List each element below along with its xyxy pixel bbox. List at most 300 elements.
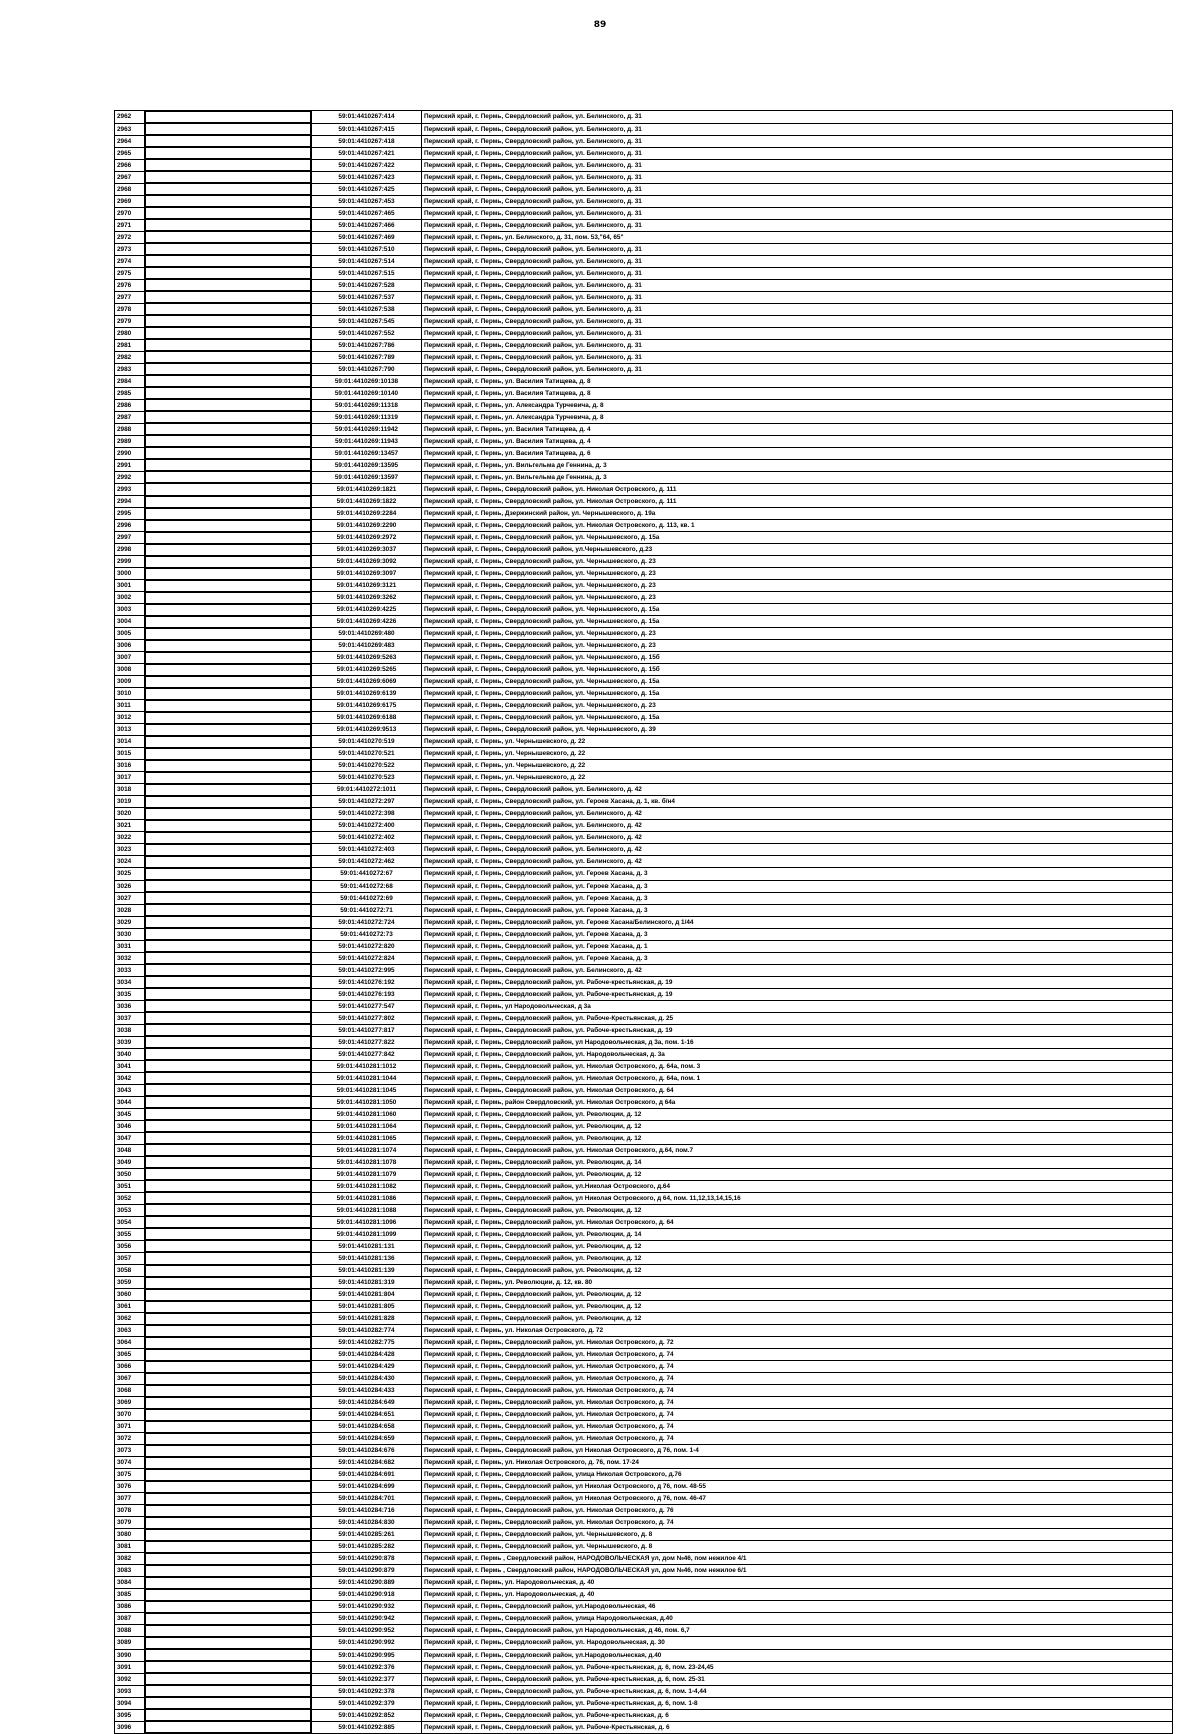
cadastral-number-cell: 59:01:4410272:67 <box>312 868 422 880</box>
empty-cell <box>145 1349 311 1361</box>
address-cell: Пермский край, г. Пермь, Свердловский район, ул. Чернышевского, д. 15б <box>422 652 1173 664</box>
address-cell: Пермский край, г. Пермь, Свердловский район, ул. Николая Островского, д. 74 <box>422 1397 1173 1409</box>
row-number-cell: 3060 <box>115 1289 145 1301</box>
address-cell: Пермский край, г. Пермь, Свердловский район, ул. Николая Островского, д. 74 <box>422 1517 1173 1529</box>
cadastral-number-cell: 59:01:4410281:1064 <box>312 1120 422 1132</box>
empty-cell <box>145 1060 311 1072</box>
cadastral-number-cell: 59:01:4410269:10140 <box>312 387 422 399</box>
cadastral-number-cell: 59:01:4410292:852 <box>312 1709 422 1721</box>
table-row <box>115 604 1173 616</box>
table-row <box>115 459 1173 471</box>
address-cell: Пермский край, г. Пермь, Дзержинский район, ул. Чернышевского, д. 19а <box>422 508 1173 520</box>
table-row <box>115 231 1173 243</box>
empty-cell <box>145 1204 311 1216</box>
address-cell: Пермский край, г. Пермь, ул. Белинского, д. 31, пом. 53,"64, 65" <box>422 231 1173 243</box>
cadastral-number-cell: 59:01:4410272:297 <box>312 796 422 808</box>
row-number-cell: 2990 <box>115 447 145 459</box>
address-cell: Пермский край, г. Пермь, ул. Василия Татищева, д. 4 <box>422 423 1173 435</box>
empty-cell <box>145 1493 311 1505</box>
cadastral-number-cell: 59:01:4410267:422 <box>312 159 422 171</box>
empty-cell <box>145 712 311 724</box>
empty-cell <box>145 1120 311 1132</box>
empty-cell <box>145 471 311 483</box>
address-cell: Пермский край, г. Пермь, Свердловский район, ул. Чернышевского, д. 39 <box>422 724 1173 736</box>
address-cell: Пермский край, г. Пермь, ул. Василия Татищева, д. 4 <box>422 435 1173 447</box>
address-cell: Пермский край, г. Пермь, Свердловский район, ул. Чернышевского, д. 23 <box>422 556 1173 568</box>
row-number-cell: 2975 <box>115 267 145 279</box>
cadastral-number-cell: 59:01:4410272:462 <box>312 856 422 868</box>
empty-cell <box>145 207 311 219</box>
table-row <box>115 111 1173 124</box>
table-row <box>115 820 1173 832</box>
empty-cell <box>145 532 311 544</box>
cadastral-number-cell: 59:01:4410284:429 <box>312 1361 422 1373</box>
cadastral-number-cell: 59:01:4410269:3262 <box>312 592 422 604</box>
address-cell: Пермский край, г. Пермь, район Свердловский, ул. Николая Островского, д 64а <box>422 1096 1173 1108</box>
table-body <box>115 111 1173 1734</box>
cadastral-number-cell: 59:01:4410272:68 <box>312 880 422 892</box>
cadastral-number-cell: 59:01:4410267:466 <box>312 219 422 231</box>
empty-cell <box>145 1457 311 1469</box>
row-number-cell: 3010 <box>115 688 145 700</box>
cadastral-number-cell: 59:01:4410269:11319 <box>312 411 422 423</box>
table-row <box>115 544 1173 556</box>
empty-cell <box>145 171 311 183</box>
cadastral-number-cell: 59:01:4410272:73 <box>312 928 422 940</box>
empty-cell <box>145 604 311 616</box>
table-row <box>115 315 1173 327</box>
table-row <box>115 844 1173 856</box>
empty-cell <box>145 808 311 820</box>
cadastral-number-cell: 59:01:4410269:5265 <box>312 664 422 676</box>
address-cell: Пермский край, г. Пермь, Свердловский район, ул. Чернышевского, д. 23 <box>422 700 1173 712</box>
empty-cell <box>145 1373 311 1385</box>
table-row <box>115 399 1173 411</box>
address-cell: Пермский край, г. Пермь, Свердловский район, ул. Рабоче-крестьянская, д. 6, пом. 1-4,44 <box>422 1685 1173 1697</box>
cadastral-number-cell: 59:01:4410272:1011 <box>312 784 422 796</box>
table-row <box>115 988 1173 1000</box>
row-number-cell: 2965 <box>115 147 145 159</box>
address-cell: Пермский край, г. Пермь, Свердловский район, ул. Николая Островского, д. 74 <box>422 1385 1173 1397</box>
address-cell: Пермский край, г. Пермь, ул. Чернышевского, д. 22 <box>422 736 1173 748</box>
address-cell: Пермский край, г. Пермь, Свердловский район, ул. Чернышевского, д. 23 <box>422 640 1173 652</box>
address-cell: Пермский край, г. Пермь, ул. Революции, д. 12, кв. 80 <box>422 1277 1173 1289</box>
table-row <box>115 1685 1173 1697</box>
address-cell: Пермский край, г. Пермь, Свердловский район, ул. Николая Островского, д. 111 <box>422 496 1173 508</box>
table-row <box>115 1024 1173 1036</box>
row-number-cell: 2983 <box>115 363 145 375</box>
row-number-cell: 3036 <box>115 1000 145 1012</box>
empty-cell <box>145 544 311 556</box>
table-row <box>115 1457 1173 1469</box>
row-number-cell: 2972 <box>115 231 145 243</box>
row-number-cell: 2966 <box>115 159 145 171</box>
table-row <box>115 1216 1173 1228</box>
table-row <box>115 868 1173 880</box>
cadastral-number-cell: 59:01:4410269:11942 <box>312 423 422 435</box>
cadastral-number-cell: 59:01:4410269:3097 <box>312 568 422 580</box>
row-number-cell: 3043 <box>115 1084 145 1096</box>
address-cell: Пермский край, г. Пермь, Свердловский район, ул. Николая Островского, д. 64 <box>422 1084 1173 1096</box>
empty-cell <box>145 568 311 580</box>
address-cell: Пермский край, г. Пермь, Свердловский район, ул. Чернышевского, д. 23 <box>422 580 1173 592</box>
table-row <box>115 1252 1173 1264</box>
row-number-cell: 2985 <box>115 387 145 399</box>
address-cell: Пермский край, г. Пермь, Свердловский район, ул. Белинского, д. 31 <box>422 279 1173 291</box>
row-number-cell: 2971 <box>115 219 145 231</box>
cadastral-number-cell: 59:01:4410292:377 <box>312 1673 422 1685</box>
table-row <box>115 1060 1173 1072</box>
empty-cell <box>145 1625 311 1637</box>
empty-cell <box>145 1613 311 1625</box>
row-number-cell: 2993 <box>115 483 145 495</box>
table-row <box>115 688 1173 700</box>
empty-cell <box>145 1505 311 1517</box>
cadastral-number-cell: 59:01:4410277:547 <box>312 1000 422 1012</box>
address-cell: Пермский край, г. Пермь, Свердловский район, ул. Рабоче-крестьянская, д. 6 <box>422 1709 1173 1721</box>
cadastral-number-cell: 59:01:4410267:786 <box>312 339 422 351</box>
address-cell: Пермский край, г. Пермь, Свердловский район, ул. Чернышевского, д. 15а <box>422 688 1173 700</box>
table-row <box>115 772 1173 784</box>
address-cell: Пермский край, г. Пермь, Свердловский район, ул. Николая Островского, д. 113, кв. 1 <box>422 520 1173 532</box>
cadastral-number-cell: 59:01:4410272:398 <box>312 808 422 820</box>
empty-cell <box>145 496 311 508</box>
address-cell: Пермский край, г. Пермь, Свердловский район, ул. Николая Островского, д. 74 <box>422 1349 1173 1361</box>
row-number-cell: 3079 <box>115 1517 145 1529</box>
row-number-cell: 3053 <box>115 1204 145 1216</box>
empty-cell <box>145 1421 311 1433</box>
cadastral-number-cell: 59:01:4410285:261 <box>312 1529 422 1541</box>
cadastral-number-cell: 59:01:4410270:521 <box>312 748 422 760</box>
table-row <box>115 1661 1173 1673</box>
cadastral-number-cell: 59:01:4410285:282 <box>312 1541 422 1553</box>
row-number-cell: 2994 <box>115 496 145 508</box>
table-row <box>115 1337 1173 1349</box>
table-row <box>115 808 1173 820</box>
cadastral-number-cell: 59:01:4410269:13597 <box>312 471 422 483</box>
cadastral-number-cell: 59:01:4410281:1065 <box>312 1132 422 1144</box>
table-row <box>115 375 1173 387</box>
empty-cell <box>145 183 311 195</box>
cadastral-number-cell: 59:01:4410281:804 <box>312 1289 422 1301</box>
cadastral-number-cell: 59:01:4410267:465 <box>312 207 422 219</box>
address-cell: Пермский край, г. Пермь, ул. Чернышевского, д. 22 <box>422 772 1173 784</box>
table-row <box>115 1697 1173 1709</box>
table-row <box>115 1589 1173 1601</box>
table-row <box>115 1385 1173 1397</box>
table-row <box>115 1265 1173 1277</box>
table-row <box>115 1180 1173 1192</box>
address-cell: Пермский край, г. Пермь, Свердловский район, ул Николая Островского, д 76, пом. 46-47 <box>422 1493 1173 1505</box>
address-cell: Пермский край, г. Пермь, Свердловский район, ул. Чернышевского, д. 15б <box>422 664 1173 676</box>
cadastral-number-cell: 59:01:4410290:952 <box>312 1625 422 1637</box>
address-cell: Пермский край, г. Пермь , Свердловский район, НАРОДОВОЛЬЧЕСКАЯ ул, дом №46, пом нежилое 6/1 <box>422 1565 1173 1577</box>
row-number-cell: 3014 <box>115 736 145 748</box>
cadastral-number-cell: 59:01:4410272:400 <box>312 820 422 832</box>
row-number-cell: 2997 <box>115 532 145 544</box>
empty-cell <box>145 1084 311 1096</box>
row-number-cell: 3086 <box>115 1601 145 1613</box>
cadastral-number-cell: 59:01:4410267:414 <box>312 111 422 124</box>
row-number-cell: 2976 <box>115 279 145 291</box>
address-cell: Пермский край, г. Пермь, Свердловский район, ул. Белинского, д. 31 <box>422 363 1173 375</box>
address-cell: Пермский край, г. Пермь, Свердловский район, ул Николая Островского, д 64, пом. 11,12,13,14,15,16 <box>422 1192 1173 1204</box>
empty-cell <box>145 1397 311 1409</box>
table-row <box>115 952 1173 964</box>
row-number-cell: 2978 <box>115 303 145 315</box>
table-row <box>115 183 1173 195</box>
cadastral-number-cell: 59:01:4410281:1096 <box>312 1216 422 1228</box>
address-cell: Пермский край, г. Пермь, Свердловский район, ул. Революции, д. 14 <box>422 1228 1173 1240</box>
cadastral-number-cell: 59:01:4410281:1044 <box>312 1072 422 1084</box>
cadastral-number-cell: 59:01:4410284:682 <box>312 1457 422 1469</box>
table-row <box>115 1012 1173 1024</box>
cadastral-number-cell: 59:01:4410269:6069 <box>312 676 422 688</box>
empty-cell <box>145 652 311 664</box>
address-cell: Пермский край, г. Пермь, Свердловский район, ул. Народовольческая, д. 30 <box>422 1637 1173 1649</box>
empty-cell <box>145 688 311 700</box>
address-cell: Пермский край, г. Пермь, Свердловский район, ул. Николая Островского, д. 72 <box>422 1337 1173 1349</box>
row-number-cell: 3085 <box>115 1589 145 1601</box>
address-cell: Пермский край, г. Пермь, Свердловский район, ул. Героев Хасана, д. 3 <box>422 928 1173 940</box>
row-number-cell: 2982 <box>115 351 145 363</box>
empty-cell <box>145 1216 311 1228</box>
cadastral-number-cell: 59:01:4410276:193 <box>312 988 422 1000</box>
address-cell: Пермский край, г. Пермь, Свердловский район, ул. Чернышевского, д. 15а <box>422 532 1173 544</box>
empty-cell <box>145 892 311 904</box>
row-number-cell: 3016 <box>115 760 145 772</box>
address-cell: Пермский край, г. Пермь, Свердловский район, ул. Белинского, д. 31 <box>422 183 1173 195</box>
row-number-cell: 3063 <box>115 1325 145 1337</box>
cadastral-number-cell: 59:01:4410267:514 <box>312 255 422 267</box>
address-cell: Пермский край, г. Пермь, Свердловский район, ул. Чернышевского, д. 15а <box>422 676 1173 688</box>
row-number-cell: 2987 <box>115 411 145 423</box>
address-cell: Пермский край, г. Пермь, Свердловский район, ул. Революции, д. 12 <box>422 1132 1173 1144</box>
cadastral-number-cell: 59:01:4410277:817 <box>312 1024 422 1036</box>
row-number-cell: 3038 <box>115 1024 145 1036</box>
address-cell: Пермский край, г. Пермь, Свердловский район, ул. Чернышевского, д. 15а <box>422 604 1173 616</box>
row-number-cell: 3033 <box>115 964 145 976</box>
address-cell: Пермский край, г. Пермь, Свердловский район, ул. Героев Хасана, д. 3 <box>422 868 1173 880</box>
table-row <box>115 1529 1173 1541</box>
empty-cell <box>145 592 311 604</box>
cadastral-number-cell: 59:01:4410269:13457 <box>312 447 422 459</box>
address-cell: Пермский край, г. Пермь, Свердловский район, ул. Рабоче-Крестьянская, д. 25 <box>422 1012 1173 1024</box>
empty-cell <box>145 844 311 856</box>
empty-cell <box>145 1553 311 1565</box>
table-row <box>115 1601 1173 1613</box>
cadastral-number-cell: 59:01:4410272:69 <box>312 892 422 904</box>
address-cell: Пермский край, г. Пермь, ул. Александра Турчевича, д. 8 <box>422 411 1173 423</box>
cadastral-number-cell: 59:01:4410281:1060 <box>312 1108 422 1120</box>
empty-cell <box>145 195 311 207</box>
empty-cell <box>145 1541 311 1553</box>
row-number-cell: 3041 <box>115 1060 145 1072</box>
address-cell: Пермский край, г. Пермь, Свердловский район, ул. Николая Островского, д. 76 <box>422 1505 1173 1517</box>
table-row <box>115 1361 1173 1373</box>
cadastral-number-cell: 59:01:4410269:1822 <box>312 496 422 508</box>
cadastral-number-cell: 59:01:4410269:13595 <box>312 459 422 471</box>
empty-cell <box>145 1072 311 1084</box>
empty-cell <box>145 411 311 423</box>
row-number-cell: 3011 <box>115 700 145 712</box>
property-table <box>114 110 1173 1734</box>
empty-cell <box>145 279 311 291</box>
empty-cell <box>145 1000 311 1012</box>
empty-cell <box>145 628 311 640</box>
row-number-cell: 3050 <box>115 1168 145 1180</box>
row-number-cell: 3017 <box>115 772 145 784</box>
row-number-cell: 3058 <box>115 1265 145 1277</box>
row-number-cell: 3091 <box>115 1661 145 1673</box>
row-number-cell: 3088 <box>115 1625 145 1637</box>
cadastral-number-cell: 59:01:4410269:10138 <box>312 375 422 387</box>
address-cell: Пермский край, г. Пермь, ул. Вильгельма де Геннина, д. 3 <box>422 471 1173 483</box>
empty-cell <box>145 1673 311 1685</box>
empty-cell <box>145 1289 311 1301</box>
cadastral-number-cell: 59:01:4410290:918 <box>312 1589 422 1601</box>
row-number-cell: 3087 <box>115 1613 145 1625</box>
empty-cell <box>145 435 311 447</box>
row-number-cell: 2974 <box>115 255 145 267</box>
cadastral-number-cell: 59:01:4410269:483 <box>312 640 422 652</box>
address-cell: Пермский край, г. Пермь, ул. Василия Татищева, д. 6 <box>422 447 1173 459</box>
row-number-cell: 2964 <box>115 135 145 147</box>
cadastral-number-cell: 59:01:4410269:3092 <box>312 556 422 568</box>
address-cell: Пермский край, г. Пермь, Свердловский район, ул. Николая Островского, д.64, пом.7 <box>422 1144 1173 1156</box>
address-cell: Пермский край, г. Пермь, Свердловский район, ул. Белинского, д. 42 <box>422 784 1173 796</box>
table-row <box>115 784 1173 796</box>
cadastral-number-cell: 59:01:4410272:403 <box>312 844 422 856</box>
cadastral-number-cell: 59:01:4410267:418 <box>312 135 422 147</box>
cadastral-number-cell: 59:01:4410284:651 <box>312 1409 422 1421</box>
empty-cell <box>145 700 311 712</box>
empty-cell <box>145 928 311 940</box>
table-row <box>115 532 1173 544</box>
table-row <box>115 1373 1173 1385</box>
row-number-cell: 3024 <box>115 856 145 868</box>
address-cell: Пермский край, г. Пермь, Свердловский район, ул. Революции, д. 12 <box>422 1204 1173 1216</box>
row-number-cell: 3028 <box>115 904 145 916</box>
address-cell: Пермский край, г. Пермь, ул Народовольческая, д 3а <box>422 1000 1173 1012</box>
empty-cell <box>145 952 311 964</box>
table-row <box>115 892 1173 904</box>
address-cell: Пермский край, г. Пермь, Свердловский район, ул. Николая Островского, д. 74 <box>422 1409 1173 1421</box>
address-cell: Пермский край, г. Пермь, Свердловский район, ул. Белинского, д. 31 <box>422 111 1173 124</box>
address-cell: Пермский край, г. Пермь, Свердловский район, ул.Чернышевского, д.23 <box>422 544 1173 556</box>
row-number-cell: 3006 <box>115 640 145 652</box>
row-number-cell: 3054 <box>115 1216 145 1228</box>
cadastral-number-cell: 59:01:4410284:701 <box>312 1493 422 1505</box>
row-number-cell: 3049 <box>115 1156 145 1168</box>
address-cell: Пермский край, г. Пермь, Свердловский район, ул. Рабоче-крестьянская, д. 19 <box>422 988 1173 1000</box>
row-number-cell: 3074 <box>115 1457 145 1469</box>
table-row <box>115 520 1173 532</box>
cadastral-number-cell: 59:01:4410270:519 <box>312 736 422 748</box>
address-cell: Пермский край, г. Пермь, Свердловский район, ул. Революции, д. 12 <box>422 1252 1173 1264</box>
row-number-cell: 2970 <box>115 207 145 219</box>
empty-cell <box>145 856 311 868</box>
table-row <box>115 1433 1173 1445</box>
address-cell: Пермский край, г. Пермь, Свердловский район, ул Николая Островского, д 76, пом. 48-55 <box>422 1481 1173 1493</box>
empty-cell <box>145 640 311 652</box>
address-cell: Пермский край, г. Пермь, Свердловский район, ул. Белинского, д. 31 <box>422 267 1173 279</box>
table-row <box>115 1204 1173 1216</box>
address-cell: Пермский край, г. Пермь, Свердловский район, ул. Белинского, д. 42 <box>422 808 1173 820</box>
cadastral-number-cell: 59:01:4410267:515 <box>312 267 422 279</box>
cadastral-number-cell: 59:01:4410281:1050 <box>312 1096 422 1108</box>
cadastral-number-cell: 59:01:4410290:932 <box>312 1601 422 1613</box>
table-row <box>115 556 1173 568</box>
cadastral-number-cell: 59:01:4410281:139 <box>312 1265 422 1277</box>
empty-cell <box>145 1192 311 1204</box>
cadastral-number-cell: 59:01:4410282:774 <box>312 1325 422 1337</box>
table-row <box>115 580 1173 592</box>
empty-cell <box>145 820 311 832</box>
row-number-cell: 3039 <box>115 1036 145 1048</box>
address-cell: Пермский край, г. Пермь, Свердловский район, улица Николая Островского, д.76 <box>422 1469 1173 1481</box>
row-number-cell: 3047 <box>115 1132 145 1144</box>
empty-cell <box>145 1661 311 1673</box>
empty-cell <box>145 1313 311 1325</box>
address-cell: Пермский край, г. Пермь, Свердловский район, ул. Белинского, д. 31 <box>422 315 1173 327</box>
table-row <box>115 411 1173 423</box>
empty-cell <box>145 1649 311 1661</box>
empty-cell <box>145 832 311 844</box>
cadastral-number-cell: 59:01:4410281:1074 <box>312 1144 422 1156</box>
table-row <box>115 676 1173 688</box>
address-cell: Пермский край, г. Пермь, ул. Николая Островского, д. 72 <box>422 1325 1173 1337</box>
address-cell: Пермский край, г. Пермь, Свердловский район, ул. Белинского, д. 31 <box>422 207 1173 219</box>
cadastral-number-cell: 59:01:4410281:1078 <box>312 1156 422 1168</box>
empty-cell <box>145 243 311 255</box>
row-number-cell: 3065 <box>115 1349 145 1361</box>
empty-cell <box>145 916 311 928</box>
address-cell: Пермский край, г. Пермь, Свердловский район, ул. Революции, д. 12 <box>422 1120 1173 1132</box>
empty-cell <box>145 387 311 399</box>
cadastral-number-cell: 59:01:4410270:522 <box>312 760 422 772</box>
table-row <box>115 1096 1173 1108</box>
address-cell: Пермский край, г. Пермь, Свердловский район, ул. Николая Островского, д. 74 <box>422 1373 1173 1385</box>
empty-cell <box>145 159 311 171</box>
row-number-cell: 3021 <box>115 820 145 832</box>
cadastral-number-cell: 59:01:4410269:2972 <box>312 532 422 544</box>
address-cell: Пермский край, г. Пермь, Свердловский район, ул. Николая Островского, д. 64а, пом. 1 <box>422 1072 1173 1084</box>
row-number-cell: 2984 <box>115 375 145 387</box>
row-number-cell: 3068 <box>115 1385 145 1397</box>
row-number-cell: 2981 <box>115 339 145 351</box>
row-number-cell: 3032 <box>115 952 145 964</box>
address-cell: Пермский край, г. Пермь, Свердловский район, ул. Чернышевского, д. 15а <box>422 616 1173 628</box>
table-row <box>115 856 1173 868</box>
empty-cell <box>145 423 311 435</box>
table-row <box>115 303 1173 315</box>
row-number-cell: 3025 <box>115 868 145 880</box>
cadastral-number-cell: 59:01:4410272:71 <box>312 904 422 916</box>
row-number-cell: 3059 <box>115 1277 145 1289</box>
address-cell: Пермский край, г. Пермь, Свердловский район, ул. Героев Хасана, д. 3 <box>422 892 1173 904</box>
cadastral-number-cell: 59:01:4410267:538 <box>312 303 422 315</box>
row-number-cell: 3096 <box>115 1721 145 1734</box>
row-number-cell: 3020 <box>115 808 145 820</box>
address-cell: Пермский край, г. Пермь, Свердловский район, ул. Революции, д. 12 <box>422 1168 1173 1180</box>
address-cell: Пермский край, г. Пермь, Свердловский район, ул. Героев Хасана/Белинского, д 1/44 <box>422 916 1173 928</box>
row-number-cell: 2968 <box>115 183 145 195</box>
row-number-cell: 3051 <box>115 1180 145 1192</box>
table-row <box>115 171 1173 183</box>
table-row <box>115 940 1173 952</box>
row-number-cell: 3022 <box>115 832 145 844</box>
